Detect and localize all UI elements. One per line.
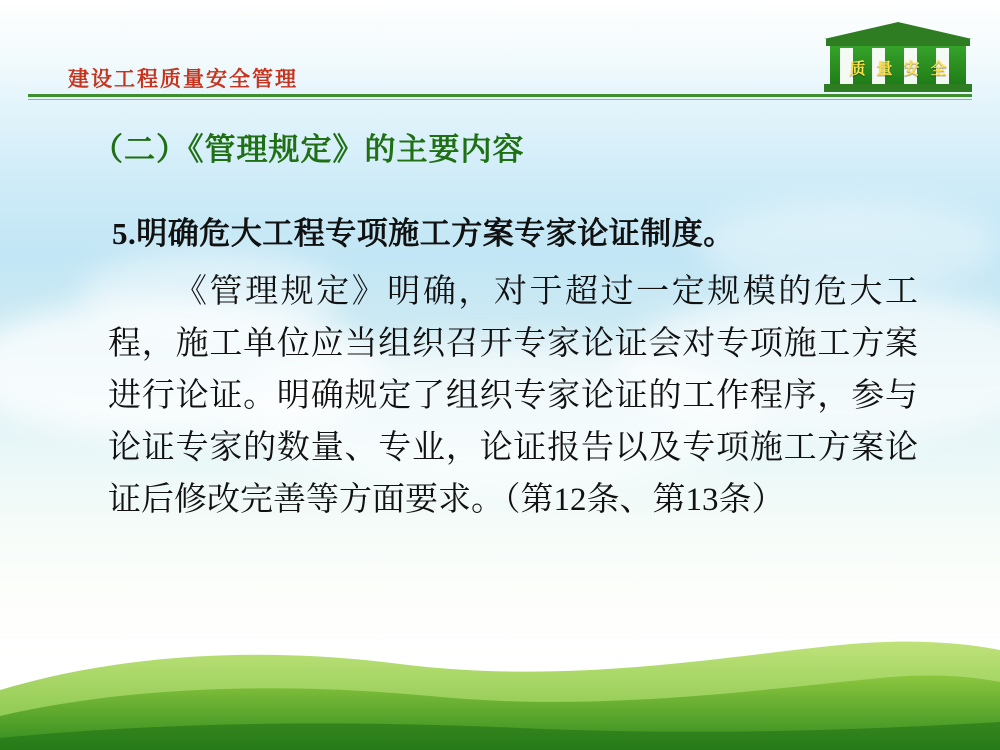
bullet-item-5: 5.明确危大工程专项施工方案专家论证制度。 [112, 216, 735, 251]
header-divider [28, 94, 972, 97]
header-divider-thin [28, 99, 972, 100]
logo-base [824, 84, 972, 92]
temple-logo-icon [824, 22, 972, 94]
logo-roof-band [826, 39, 970, 46]
logo-roof [824, 22, 972, 39]
body-paragraph: 《管理规定》明确，对于超过一定规模的危大工程，施工单位应当组织召开专家论证会对专项施工方案进行论证。明确规定了组织专家论证的工作程序，参与论证专家的数量、专业，论证报告以及专项施工方案论证后修改完善等方面要求。（第12条、第13条） [108, 274, 918, 518]
header-title: 建设工程质量安全管理 [68, 68, 298, 91]
slide-header [0, 0, 1000, 108]
hills-decoration [0, 620, 1000, 750]
logo-label: 质量安全 [849, 61, 958, 78]
page-title: （二）《管理规定》的主要内容 [92, 132, 525, 167]
